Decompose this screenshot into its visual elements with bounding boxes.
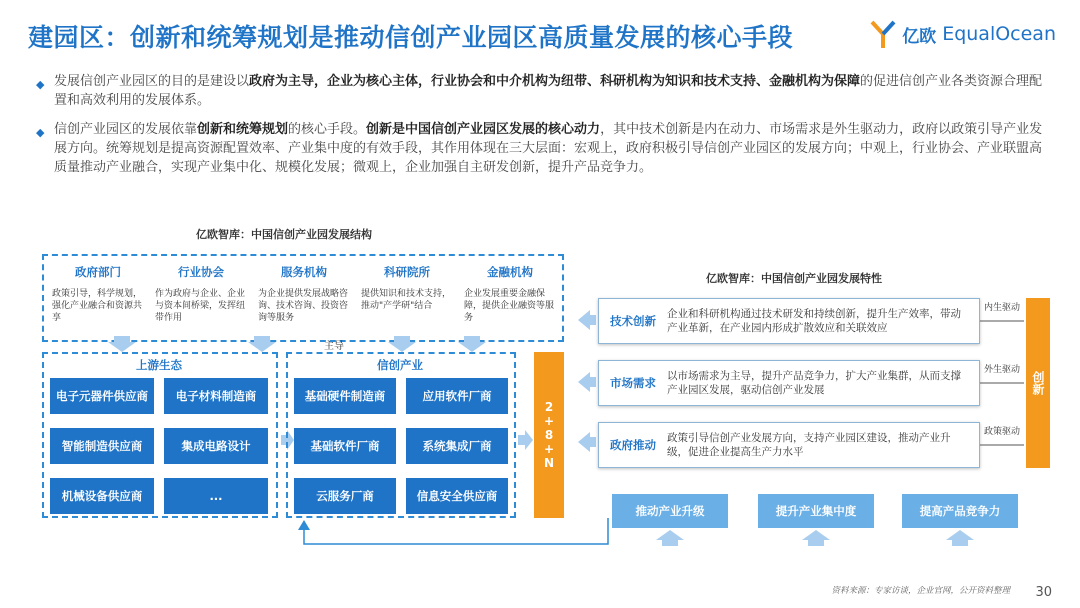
right-diagram-title: 亿欧智库：中国信创产业园发展特性	[706, 272, 882, 285]
xinchuang-item: 应用软件厂商	[406, 378, 508, 414]
page-number: 30	[1035, 585, 1052, 600]
diamond-bullet-icon: ◆	[36, 78, 45, 91]
upstream-item: 电子元器件供应商	[50, 378, 154, 414]
left-arrow-icon	[578, 372, 596, 392]
down-arrow-icon	[248, 336, 276, 352]
side-label-internal: 内生驱动	[984, 303, 1021, 313]
org-research: 科研院所 提供知识和技术支持，推动"产学研"结合	[361, 265, 452, 311]
upstream-item: 电子材料制造商	[164, 378, 268, 414]
feature-row-tech: 技术创新 企业和科研机构通过技术研发和持续创新，提升生产效率，带动产业革新，在产业园内形成扩散效应和关联效应	[598, 298, 980, 344]
up-arrows	[612, 530, 1022, 548]
bullet-item-2: ◆ 信创产业园区的发展依靠创新和统筹规划的核心手段。创新是中国信创产业园区发展的核心动力，其中技术创新是内在动力、市场需求是外生驱动力，政府以政策引导产业发展方向。统筹规划是提高资源配置效率、产业集中度的有效手段，其作用体现在三大层面：宏观上，政府积极引导信创产业园区的发展方向；中观上，行业协会、产业联盟高质量推动产业融合，实现产业集中化、规模化发展；微观上，企业加强自主研发创新，提升产品竞争力。	[36, 122, 1043, 175]
two-eight-n-bar: 2+8+N	[534, 352, 564, 518]
outcome-button: 提升产业集中度	[758, 494, 874, 528]
upstream-label: 上游生态	[136, 358, 182, 372]
brand-logo	[870, 16, 1056, 52]
feature-row-market: 市场需求 以市场需求为主导，提升产品竞争力，扩大产业集群，从而支撑产业园区发展，驱动信创产业发展	[598, 360, 980, 406]
bullet-item-1: ◆ 发展信创产业园区的目的是建设以政府为主导，企业为核心主体，行业协会和中介机构为纽带、科研机构为知识和技术支持、金融机构为保障的促进信创产业各类资源合理配置和高效利用的发展体系。	[36, 74, 1043, 108]
upstream-item: ...	[164, 478, 268, 514]
feature-row-gov: 政府推动 政策引导信创产业发展方向，支持产业园区建设，推动产业升级，促进企业提高生产力水平	[598, 422, 980, 468]
xinchuang-item: 信息安全供应商	[406, 478, 508, 514]
diamond-bullet-icon: ◆	[36, 126, 45, 139]
xinchuang-item: 云服务厂商	[294, 478, 396, 514]
left-diagram-title: 亿欧智库：中国信创产业园发展结构	[196, 228, 372, 241]
outcome-button: 推动产业升级	[612, 494, 728, 528]
xinchuang-item: 基础软件厂商	[294, 428, 396, 464]
left-arrow-icon	[578, 432, 596, 452]
up-arrow-icon	[802, 530, 830, 546]
side-connectors	[980, 296, 1026, 476]
xinchuang-label: 信创产业	[377, 358, 423, 372]
bullet-list	[36, 72, 1050, 187]
innovation-bar: 创新	[1026, 298, 1050, 468]
org-association: 行业协会 作为政府与企业、企业与资本间桥梁，发挥纽带作用	[155, 265, 246, 323]
left-arrow-icon	[578, 310, 596, 330]
page-title: 建园区：创新和统筹规划是推动信创产业园区高质量发展的核心手段	[28, 23, 794, 52]
logo-text-en: EqualOcean	[942, 23, 1056, 45]
xinchuang-item: 基础硬件制造商	[294, 378, 396, 414]
side-label-external: 外生驱动	[984, 365, 1021, 375]
org-finance: 金融机构 企业发展重要金融保障，提供企业融资等服务	[464, 265, 555, 323]
org-service: 服务机构 为企业提供发展战略咨询、技术咨询、投资咨询等服务	[258, 265, 349, 323]
logo-text-cn: 亿欧	[902, 26, 937, 47]
up-arrow-icon	[946, 530, 974, 546]
source-note: 资料来源：专家访谈，企业官网，公开资料整理	[831, 586, 1010, 596]
logo-mark-icon	[870, 18, 896, 50]
up-arrow-icon	[656, 530, 684, 546]
lead-label: 主导	[324, 341, 344, 352]
up-arrow-icon	[298, 520, 310, 530]
down-arrow-icon	[108, 336, 136, 352]
xinchuang-item: 系统集成厂商	[406, 428, 508, 464]
outcome-button: 提高产品竞争力	[902, 494, 1018, 528]
upstream-item: 智能制造供应商	[50, 428, 154, 464]
upstream-item: 机械设备供应商	[50, 478, 154, 514]
connector-lines	[294, 296, 614, 552]
upstream-item: 集成电路设计	[164, 428, 268, 464]
side-label-policy: 政策驱动	[984, 427, 1021, 437]
org-government: 政府部门 政策引导，科学规划，强化产业融合和资源共享	[52, 265, 143, 323]
